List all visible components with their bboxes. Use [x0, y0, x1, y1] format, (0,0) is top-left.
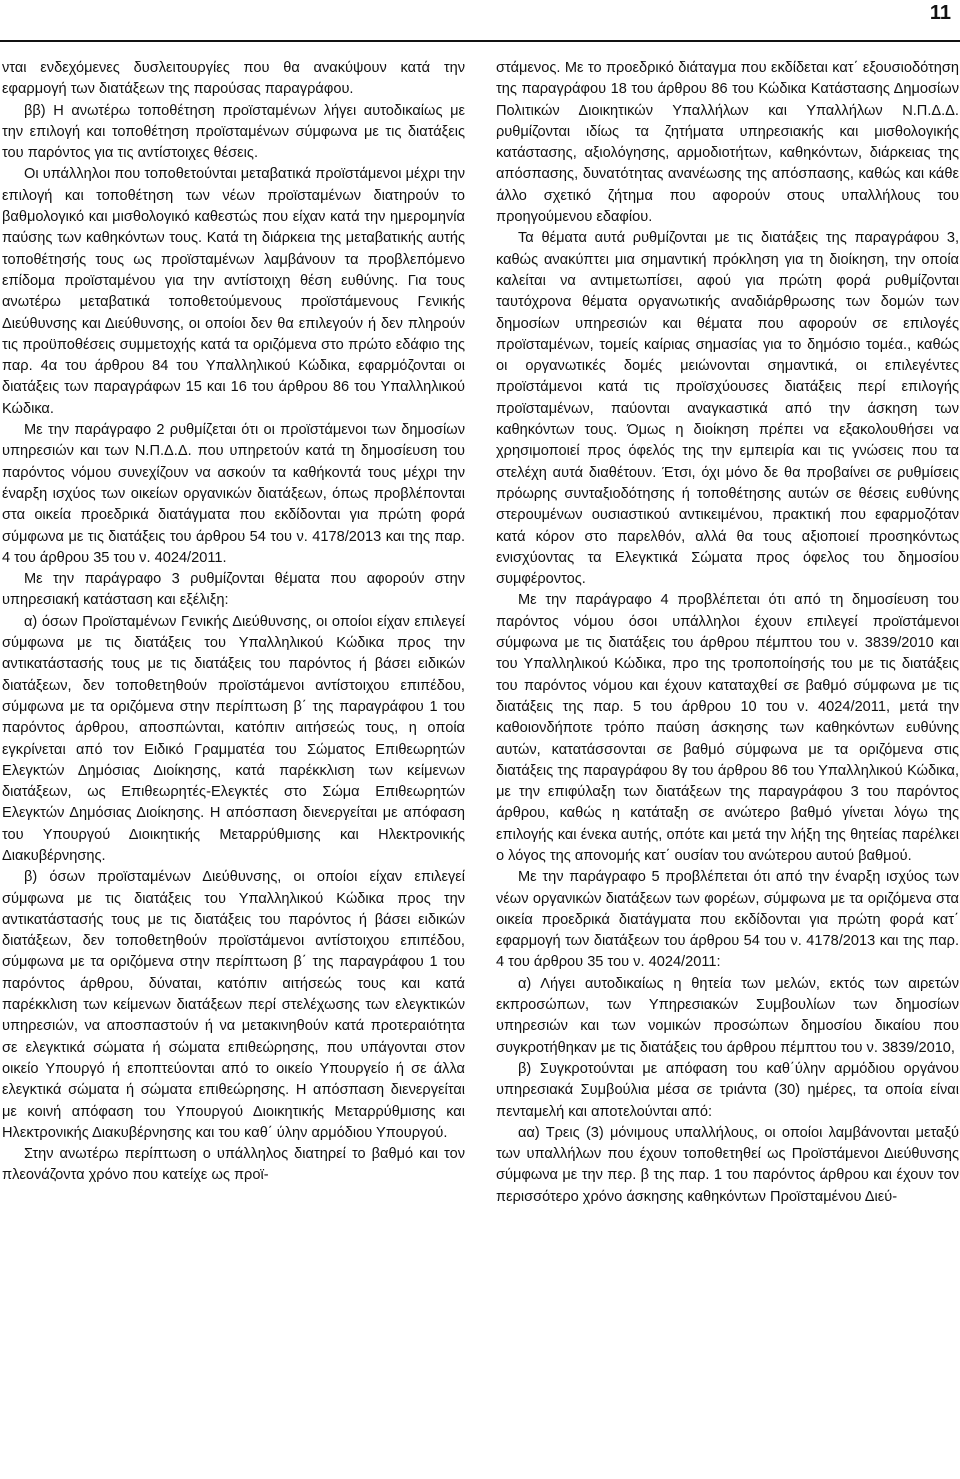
paragraph: β) Συγκροτούνται με απόφαση του καθ΄ύλην αρμόδιου οργάνου υπηρεσιακά Συμβούλια μέσα σε τριάντα (30) ημέρες, τα οποία είναι πενταμελή και αποτελούνται από: — [496, 1060, 959, 1120]
paragraph: στάμενος. Με το προεδρικό διάταγμα που εκδίδεται κατ΄ εξουσιοδότηση της παραγράφου 18 του άρθρου 86 του Κώδικα Κατάστασης Δημοσίων Πολιτικών Διοικητικών Υπαλλήλων και Υπαλλήλων Ν.Π.Δ.Δ. ρυθμίζονται ιδίως τα ζητήματα υπηρεσιακής και μισθολογικής κατάστασης, αξιολόγησης, αρμοδιοτήτων, καθηκόντων, διάρκειας της απόσπασης, δυνατότητας ανανέωσης της απόσπασης, καθώς και κάθε άλλο σχετικό ζήτημα που αφορούν στους υπαλλήλους του προηγούμενου εδαφίου. — [496, 60, 959, 226]
paragraph: ββ) Η ανωτέρω τοποθέτηση προϊσταμένων λήγει αυτοδικαίως με την επιλογή και τοποθέτηση προϊσταμένων σύμφωνα με τις διατάξεις του παρόντος για τις αντίστοιχες θέσεις. — [2, 102, 465, 162]
paragraph: Τα θέματα αυτά ρυθμίζονται με τις διατάξεις της παραγράφου 3, καθώς ανακύπτει μια σημαντική πρόκληση για τη διοίκηση, την οποία καλείται να αντιμετωπίσει, αφού για πρώτη φορά ρυθμίζονται ταυτόχρονα θέματα οργανωτικής αναδιάρθρωσης των δομών των δημοσίων υπηρεσιών και θέματα που αφορούν σε επιλογές προϊσταμένων, τομείς καίριας σημασίας για το δημόσιο τομέα., καθώς οι οργανωτικές δομές μειώνονται σημαντικά, οι επιλεγέντες προϊστάμενοι κατά τις προϊσχύουσες διατάξεις περί επιλογής προϊσταμένων, παύονται αναγκαστικά από την άσκηση των καθηκόντων τους. Όμως η διοίκηση πρέπει να εξακολουθήσει να χρησιμοποιεί προς όφελός της την εμπειρία και τις γνώσεις που τα στελέχη αυτά διαθέτουν. Έτσι, όχι μόνο δε θα προβαίνει σε ρυθμίσεις πρόωρης συνταξιοδότησης ή τοποθέτησης αυτών σε θέσεις ευθύνης στερουμένων ουσιαστικού αντικειμένου, πρακτική που εφαρμοζόταν κατά κόρον στο παρελθόν, αλλά θα τους αξιοποιεί προσηκόντως ενισχύοντας τα Ελεγκτικά Σώματα προς όφελος του δημοσίου συμφέροντος. — [496, 230, 959, 588]
left-column — [2, 58, 465, 1187]
paragraph: Στην ανωτέρω περίπτωση ο υπάλληλος διατηρεί το βαθμό και τον πλεονάζοντα χρόνο που κατείχε ως προϊ- — [2, 1146, 465, 1184]
paragraph: Με την παράγραφο 3 ρυθμίζονται θέματα που αφορούν στην υπηρεσιακή κατάσταση και εξέλιξη: — [2, 571, 465, 609]
page-number — [0, 0, 960, 26]
paragraph: α) όσων Προϊσταμένων Γενικής Διεύθυνσης, οι οποίοι είχαν επιλεγεί σύμφωνα με τις διατάξεις του Υπαλληλικού Κώδικα προς την αντικατάστασής τους με τις διατάξεις του παρόντος ή βάσει ειδικών διατάξεων, δεν τοποθετηθούν προϊστάμενοι αντίστοιχου επιπέδου, σύμφωνα με τα οριζόμενα στην περίπτωση β΄ της παραγράφου 1 του παρόντος άρθρου, αποσπώνται, κατόπιν αιτήσεώς τους, η οποία εγκρίνεται από τον Ειδικό Γραμματέα του Σώματος Επιθεωρητών Ελεγκτών Δημόσιας Διοίκησης, κατά παρέκκλιση των κείμενων διατάξεων, ως Επιθεωρητές-Ελεγκτές στο Σώμα Επιθεωρητών Ελεγκτών Δημόσιας Διοίκησης. Η απόσπαση διενεργείται με απόφαση του Υπουργού Διοικητικής Μεταρρύθμισης και Ηλεκτρονικής Διακυβέρνησης. — [2, 613, 465, 864]
paragraph: αα) Τρεις (3) μόνιμους υπαλλήλους, οι οποίοι λαμβάνονται μεταξύ των υπαλλήλων που έχουν τοποθετηθεί ως Προϊστάμενοι Διεύθυνσης σύμφωνα με την περ. β της παρ. 1 του παρόντος άρθρου και έχουν τον περισσότερο χρόνο άσκησης καθηκόντων Προϊσταμένου Διεύ- — [496, 1124, 959, 1205]
page-number-text: 11 — [929, 2, 951, 24]
paragraph: β) όσων προϊσταμένων Διεύθυνσης, οι οποίοι είχαν επιλεγεί σύμφωνα με τις διατάξεις του Υπαλληλικού Κώδικα προς την αντικατάστασής τους με τις διατάξεις του παρόντος ή βάσει ειδικών διατάξεων, δεν τοποθετηθούν προϊστάμενοι αντίστοιχου επιπέδου, σύμφωνα με τα οριζόμενα στην περίπτωση β΄ της παραγράφου 1 του παρόντος άρθρου, δύναται, κατόπιν αιτήσεώς τους και κατά παρέκκλιση των κείμενων διατάξεων περί στελέχωσης των ελεγκτικών υπηρεσιών, να αποσπαστούν ή να μετακινηθούν κατά προτεραιότητα σε ελεγκτικά σώματα ή σώματα επιθεώρησης, που υπάγονται στον οικείο Υπουργό ή εποπτεύονται από το οικείο Υπουργείο ή σε άλλα ελεγκτικά σώματα ή σώματα επιθεώρησης. Η απόσπαση διενεργείται με κοινή απόφαση του Υπουργού Διοικητικής Μεταρρύθμισης και Ηλεκτρονικής Διακυβέρνησης και του καθ΄ ύλην αρμόδιου Υπουργού. — [2, 869, 465, 1141]
paragraph: α) Λήγει αυτοδικαίως η θητεία των μελών, εκτός των αιρετών εκπροσώπων, των Υπηρεσιακών Συμβουλίων των δημοσίων υπηρεσιών και των νομικών προσώπων δημοσίου δικαίου που συγκροτήθηκαν με τις διατάξεις του άρθρου πέμπτου του ν. 3839/2010, — [496, 975, 959, 1056]
header-rule — [0, 40, 960, 42]
paragraph: νται ενδεχόμενες δυσλειτουργίες που θα ανακύψουν κατά την εφαρμογή των διατάξεων της παρούσας παραγράφου. — [2, 60, 465, 98]
paragraph: Με την παράγραφο 2 ρυθμίζεται ότι οι προϊστάμενοι των δημοσίων υπηρεσιών και των Ν.Π.Δ.Δ. που υπηρετούν κατά τη δημοσίευση του παρόντος νόμου συνεχίζουν να ασκούν τα καθήκοντά τους μέχρι την έναρξη ισχύος των οικείων οργανικών διατάξεων, όπως προβλέπονται στα οικεία προεδρικά διατάγματα που εκδίδονται για πρώτη φορά σύμφωνα με τις διατάξεις του άρθρου 54 του ν. 4178/2013 και της παρ. 4 του άρθρου 35 του ν. 4024/2011. — [2, 422, 465, 566]
paragraph: Οι υπάλληλοι που τοποθετούνται μεταβατικά προϊστάμενοι μέχρι την επιλογή και τοποθέτηση των νέων προϊσταμένων διατηρούν το βαθμολογικό και μισθολογικό καθεστώς που είχαν κατά την ημερομηνία παύσης των καθηκόντων τους. Κατά τη διάρκεια της μεταβατικής αυτής τοποθέτησής τους ως προϊσταμένων λαμβάνουν τα προβλεπόμενο επίδομα προϊσταμένου για την αντίστοιχη θέση ευθύνης. Για τους ανωτέρω μεταβατικά τοποθετούμενους προϊστάμενους Γενικής Διεύθυνσης και Διεύθυνσης, οι οποίοι δεν θα επιλεγούν ή δεν πληρούν τις προϋποθέσεις συμμετοχής κατά τα οριζόμενα στο πρώτο εδάφιο της παρ. 4α του άρθρου 84 του Υπαλληλικού Κώδικα, εφαρμόζονται οι διατάξεις των παραγράφων 15 και 16 του άρθρου 86 του Υπαλληλικού Κώδικα. — [2, 166, 465, 417]
paragraph: Με την παράγραφο 5 προβλέπεται ότι από την έναρξη ισχύος των νέων οργανικών διατάξεων των φορέων, σύμφωνα με τα οριζόμενα στα οικεία προεδρικά διατάγματα που εκδίδονται για πρώτη φορά κατ΄ εφαρμογή των διατάξεων του άρθρου 54 του ν. 4178/2013 και της παρ. 4 του άρθρου 35 του ν. 4024/2011: — [496, 869, 959, 971]
right-column — [496, 58, 959, 1208]
paragraph: Με την παράγραφο 4 προβλέπεται ότι από τη δημοσίευση του παρόντος νόμου όσοι υπάλληλοι έχουν επιλεγεί προϊστάμενοι σύμφωνα με τις διατάξεις του άρθρου πέμπτου του ν. 3839/2010 και του Υπαλληλικού Κώδικα, προ της τροποποίησής του με τις διατάξεις του παρόντος νόμου και έχουν καταταχθεί σε βαθμό σύμφωνα με τις διατάξεις της παρ. 5 του άρθρου 10 του ν. 4024/2011, μετά την καθοιονδήποτε τρόπο παύση άσκησης των καθηκόντων ευθύνης αυτών, κατατάσσονται σε βαθμό σύμφωνα με τα οριζόμενα στις διατάξεις της παραγράφου 8γ του άρθρου 86 του Υπαλληλικού Κώδικα, με την επιφύλαξη των διατάξεων της παραγράφου 3 του παρόντος άρθρου, καθώς η κατάταξη σε ανώτερο βαθμό γίνεται λόγω της επιλογής και ένεκα αυτής, οπότε και μετά την λήξη της θητείας παρέλκει ο λόγος της απονομής κατ΄ ουσίαν του ανώτερου αυτού βαθμού. — [496, 592, 959, 864]
